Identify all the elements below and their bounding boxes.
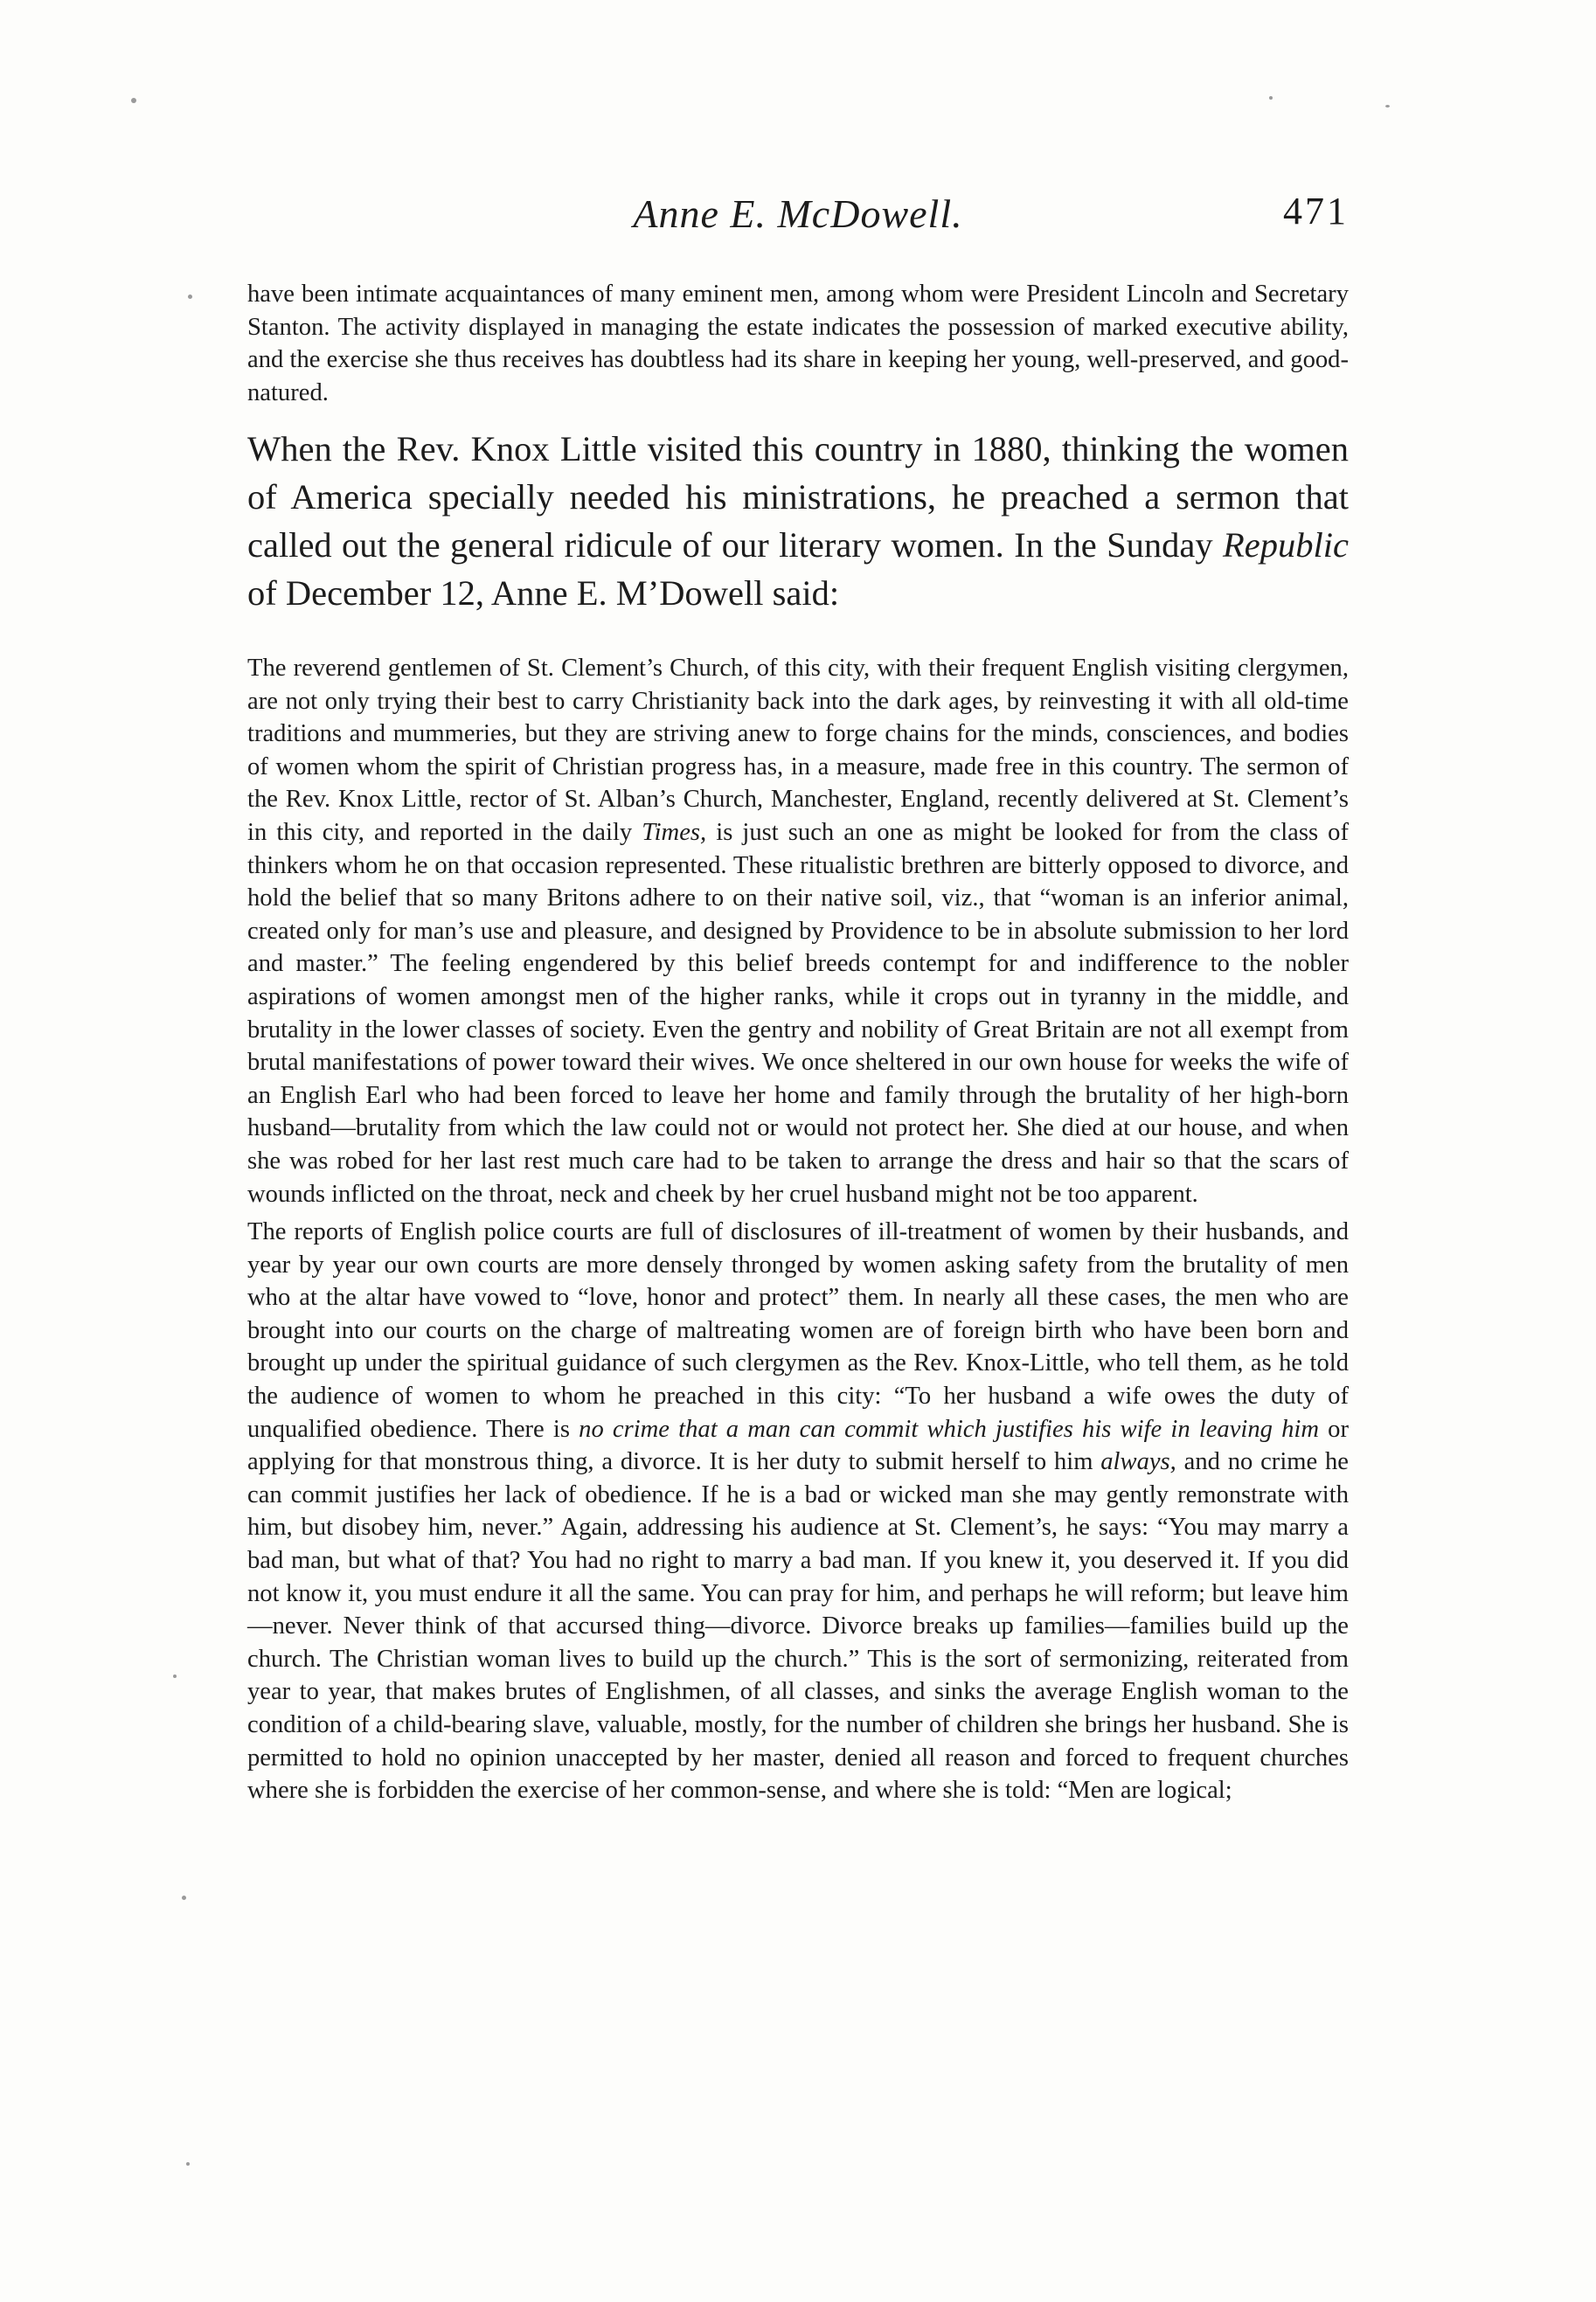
quote-p2-part3: and no crime he can commit justifies her lack of obedience. If he is a bad or wicked man she may gently remonstrate with him, but disobey him, never.” Again, addressing his audience at St. Clement’s, he says: “You may marry a bad man, but what of that? You had no right to marry a bad man. If you knew it, you deserved it. If you did not know it, you must endure it all the same. You can pray for him, and perhaps he will reform; but leave him—never. Never think of that accursed thing—divorce. Divorce breaks up families—families build up the church. The Christian woman lives to build up the church.” This is the sort of sermonizing, reiterated from year to year, that makes brutes of Englishmen, of all classes, and sinks the average English woman to the condition of a child-bearing slave, valuable, mostly, for the number of children she brings her husband. She is permitted to hold no opinion unaccepted by her master, denied all reason and forced to frequent churches where she is forbidden the exercise of her common-sense, and where she is told: “Men are logical; bbox=[247, 1448, 1349, 1805]
newspaper-title: Times, bbox=[642, 818, 707, 846]
scan-speck bbox=[186, 2162, 190, 2166]
lead-text-before: When the Rev. Knox Little visited this country in 1880, thinking the women of America specially needed his ministrations, he preached a sermon that called out the general ridicule of our literary women. In the Sunday bbox=[247, 429, 1349, 565]
quote-p1-part2: is just such an one as might be looked for from the class of thinkers whom he on that occasion represented. These ritualistic brethren are bitterly opposed to divorce, and hold the belief that so many Britons adhere to on their native soil, viz., that “woman is an inferior animal, created only for man’s use and pleasure, and designed by Providence to be in absolute submission to her lord and master.” The feeling engendered by this belief breeds contempt for and indifference to the nobler aspirations of women amongst men of the higher ranks, while it crops out in tyranny in the middle, and brutality in the lower classes of society. Even the gentry and nobility of Great Britain are not all exempt from brutal manifestations of power toward their wives. We once sheltered in our own house for weeks the wife of an English Earl who had been forced to leave her home and family through the brutality of her high-born husband—brutality from which the law could not or would not protect her. She died at our house, and when she was robed for her last rest much care had to be taken to arrange the dress and hair so that the scars of wounds inflicted on the throat, neck and cheek by her cruel husband might not be too apparent. bbox=[247, 818, 1349, 1208]
scan-speck bbox=[131, 98, 136, 103]
emphasis-text: no crime that a man can commit which justifies his wife in leaving him bbox=[579, 1415, 1319, 1443]
scan-speck bbox=[182, 1896, 186, 1900]
lead-text bbox=[247, 425, 1349, 617]
intro-text: have been intimate acquaintances of many eminent men, among whom were President Lincoln and Secretary Stanton. The activity displayed in managing the estate indicates the possession of marked executive ability, and the exercise she thus receives has doubtless had its share in keeping her young, well-preserved, and good-natured. bbox=[247, 281, 1349, 406]
quote-paragraph bbox=[247, 1216, 1349, 1807]
lead-text-after: of December 12, Anne E. M’Dowell said: bbox=[247, 573, 840, 613]
intro-paragraph bbox=[247, 278, 1349, 409]
scan-speck bbox=[1269, 96, 1273, 100]
lead-paragraph bbox=[247, 425, 1349, 617]
emphasis-text: always, bbox=[1100, 1448, 1176, 1476]
running-title: Anne E. McDowell. bbox=[633, 191, 963, 236]
page-number: 471 bbox=[1283, 190, 1349, 232]
scan-speck bbox=[1385, 105, 1390, 107]
quote-p2-part2: or applying for that monstrous thing, a divorce. It is her duty to submit herself to him bbox=[247, 1415, 1349, 1476]
quote-p1-part1: The reverend gentlemen of St. Clement’s Church, of this city, with their frequent English visiting clergymen, are not only trying their best to carry Christianity back into the dark ages, by reinvesting it with all old-time traditions and mummeries, but they are striving anew to forge chains for the minds, consciences, and bodies of women whom the spirit of Christian progress has, in a measure, made free in this country. The sermon of the Rev. Knox Little, rector of St. Alban’s Church, Manchester, England, recently delivered at St. Clement’s in this city, and reported in the daily bbox=[247, 655, 1349, 846]
newspaper-title: Republic bbox=[1223, 525, 1349, 565]
quote-p2-part1: The reports of English police courts are full of disclosures of ill-treatment of women by their husbands, and year by year our own courts are more densely thronged by women asking safety from the brutality of men who at the altar have vowed to “love, honor and protect” them. In nearly all these cases, the men who are brought into our courts on the charge of maltreating women are of foreign birth who have been born and brought up under the spiritual guidance of such clergymen as the Rev. Knox-Little, who tell them, as he told the audience of women to whom he preached in this city: “To her husband a wife owes the duty of unqualified obedience. There is bbox=[247, 1218, 1349, 1443]
scan-speck bbox=[173, 1674, 177, 1678]
scan-speck bbox=[188, 295, 192, 299]
quote-paragraph bbox=[247, 652, 1349, 1210]
running-head bbox=[247, 185, 1349, 246]
quoted-article bbox=[247, 652, 1349, 1807]
